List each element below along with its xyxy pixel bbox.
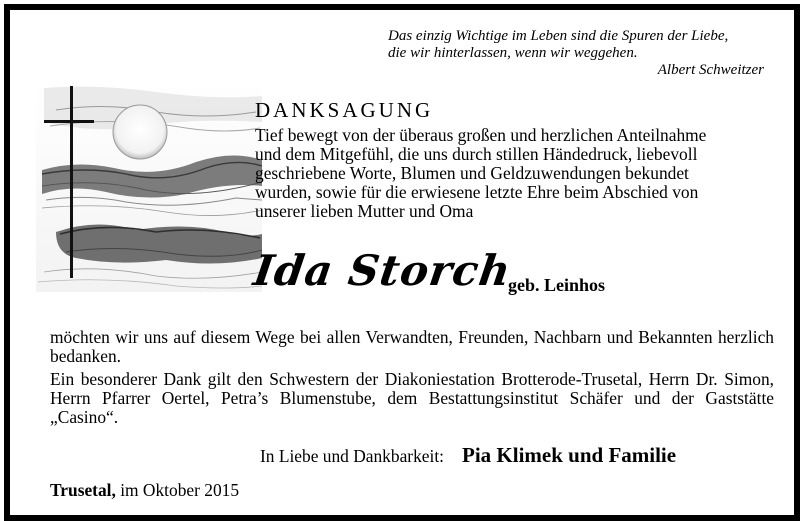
- thanks-paragraph: möchten wir uns auf diesem Wege bei allen Verwandten, Freunden, Nachbarn und Bekannten herzlich bedanken.: [50, 327, 774, 366]
- moon-icon: [113, 105, 167, 159]
- place-date: [50, 480, 239, 501]
- birth-name: geb. Leinhos: [508, 275, 606, 295]
- closing-label: In Liebe und Dankbarkeit:: [260, 446, 444, 466]
- cross-moon-landscape-icon: [36, 82, 262, 292]
- quote-line-2: die wir hinterlassen, wenn wir weggehen.: [388, 45, 638, 61]
- notice-frame: [4, 4, 800, 521]
- intro-line: Tief bewegt von der überaus großen und herzlichen Anteilnahme: [255, 125, 707, 145]
- quote-line-1: Das einzig Wichtige im Leben sind die Spuren der Liebe,: [388, 28, 729, 44]
- quote-block: [388, 28, 778, 79]
- special-thanks-paragraph: Ein besonderer Dank gilt den Schwestern der Diakoniestation Brotterode-Trusetal, Herrn Dr. Simon, Herrn Pfarrer Oertel, Petra’s Blumenstube, dem Bestattungsinstitut Schäfer und der Gaststätte „Casino“.: [50, 369, 774, 427]
- deceased-name: Ida Storch: [250, 246, 515, 295]
- quote-author: Albert Schweitzer: [657, 62, 764, 78]
- intro-line: und dem Mitgefühl, die uns durch stillen Händedruck, liebevoll: [255, 144, 698, 164]
- intro-line: geschriebene Worte, Blumen und Geldzuwendungen bekundet: [255, 163, 689, 183]
- deceased-name-row: [250, 246, 790, 304]
- signature-line: [260, 443, 780, 468]
- notice-heading: DANKSAGUNG: [255, 98, 434, 122]
- intro-text: [255, 126, 779, 221]
- date: im Oktober 2015: [120, 480, 240, 500]
- intro-line: wurden, sowie für die erwiesene letzte Ehre beim Abschied von: [255, 182, 699, 202]
- intro-line: unserer lieben Mutter und Oma: [255, 201, 474, 221]
- closing-family: Pia Klimek und Familie: [462, 443, 677, 467]
- place: Trusetal,: [50, 480, 116, 500]
